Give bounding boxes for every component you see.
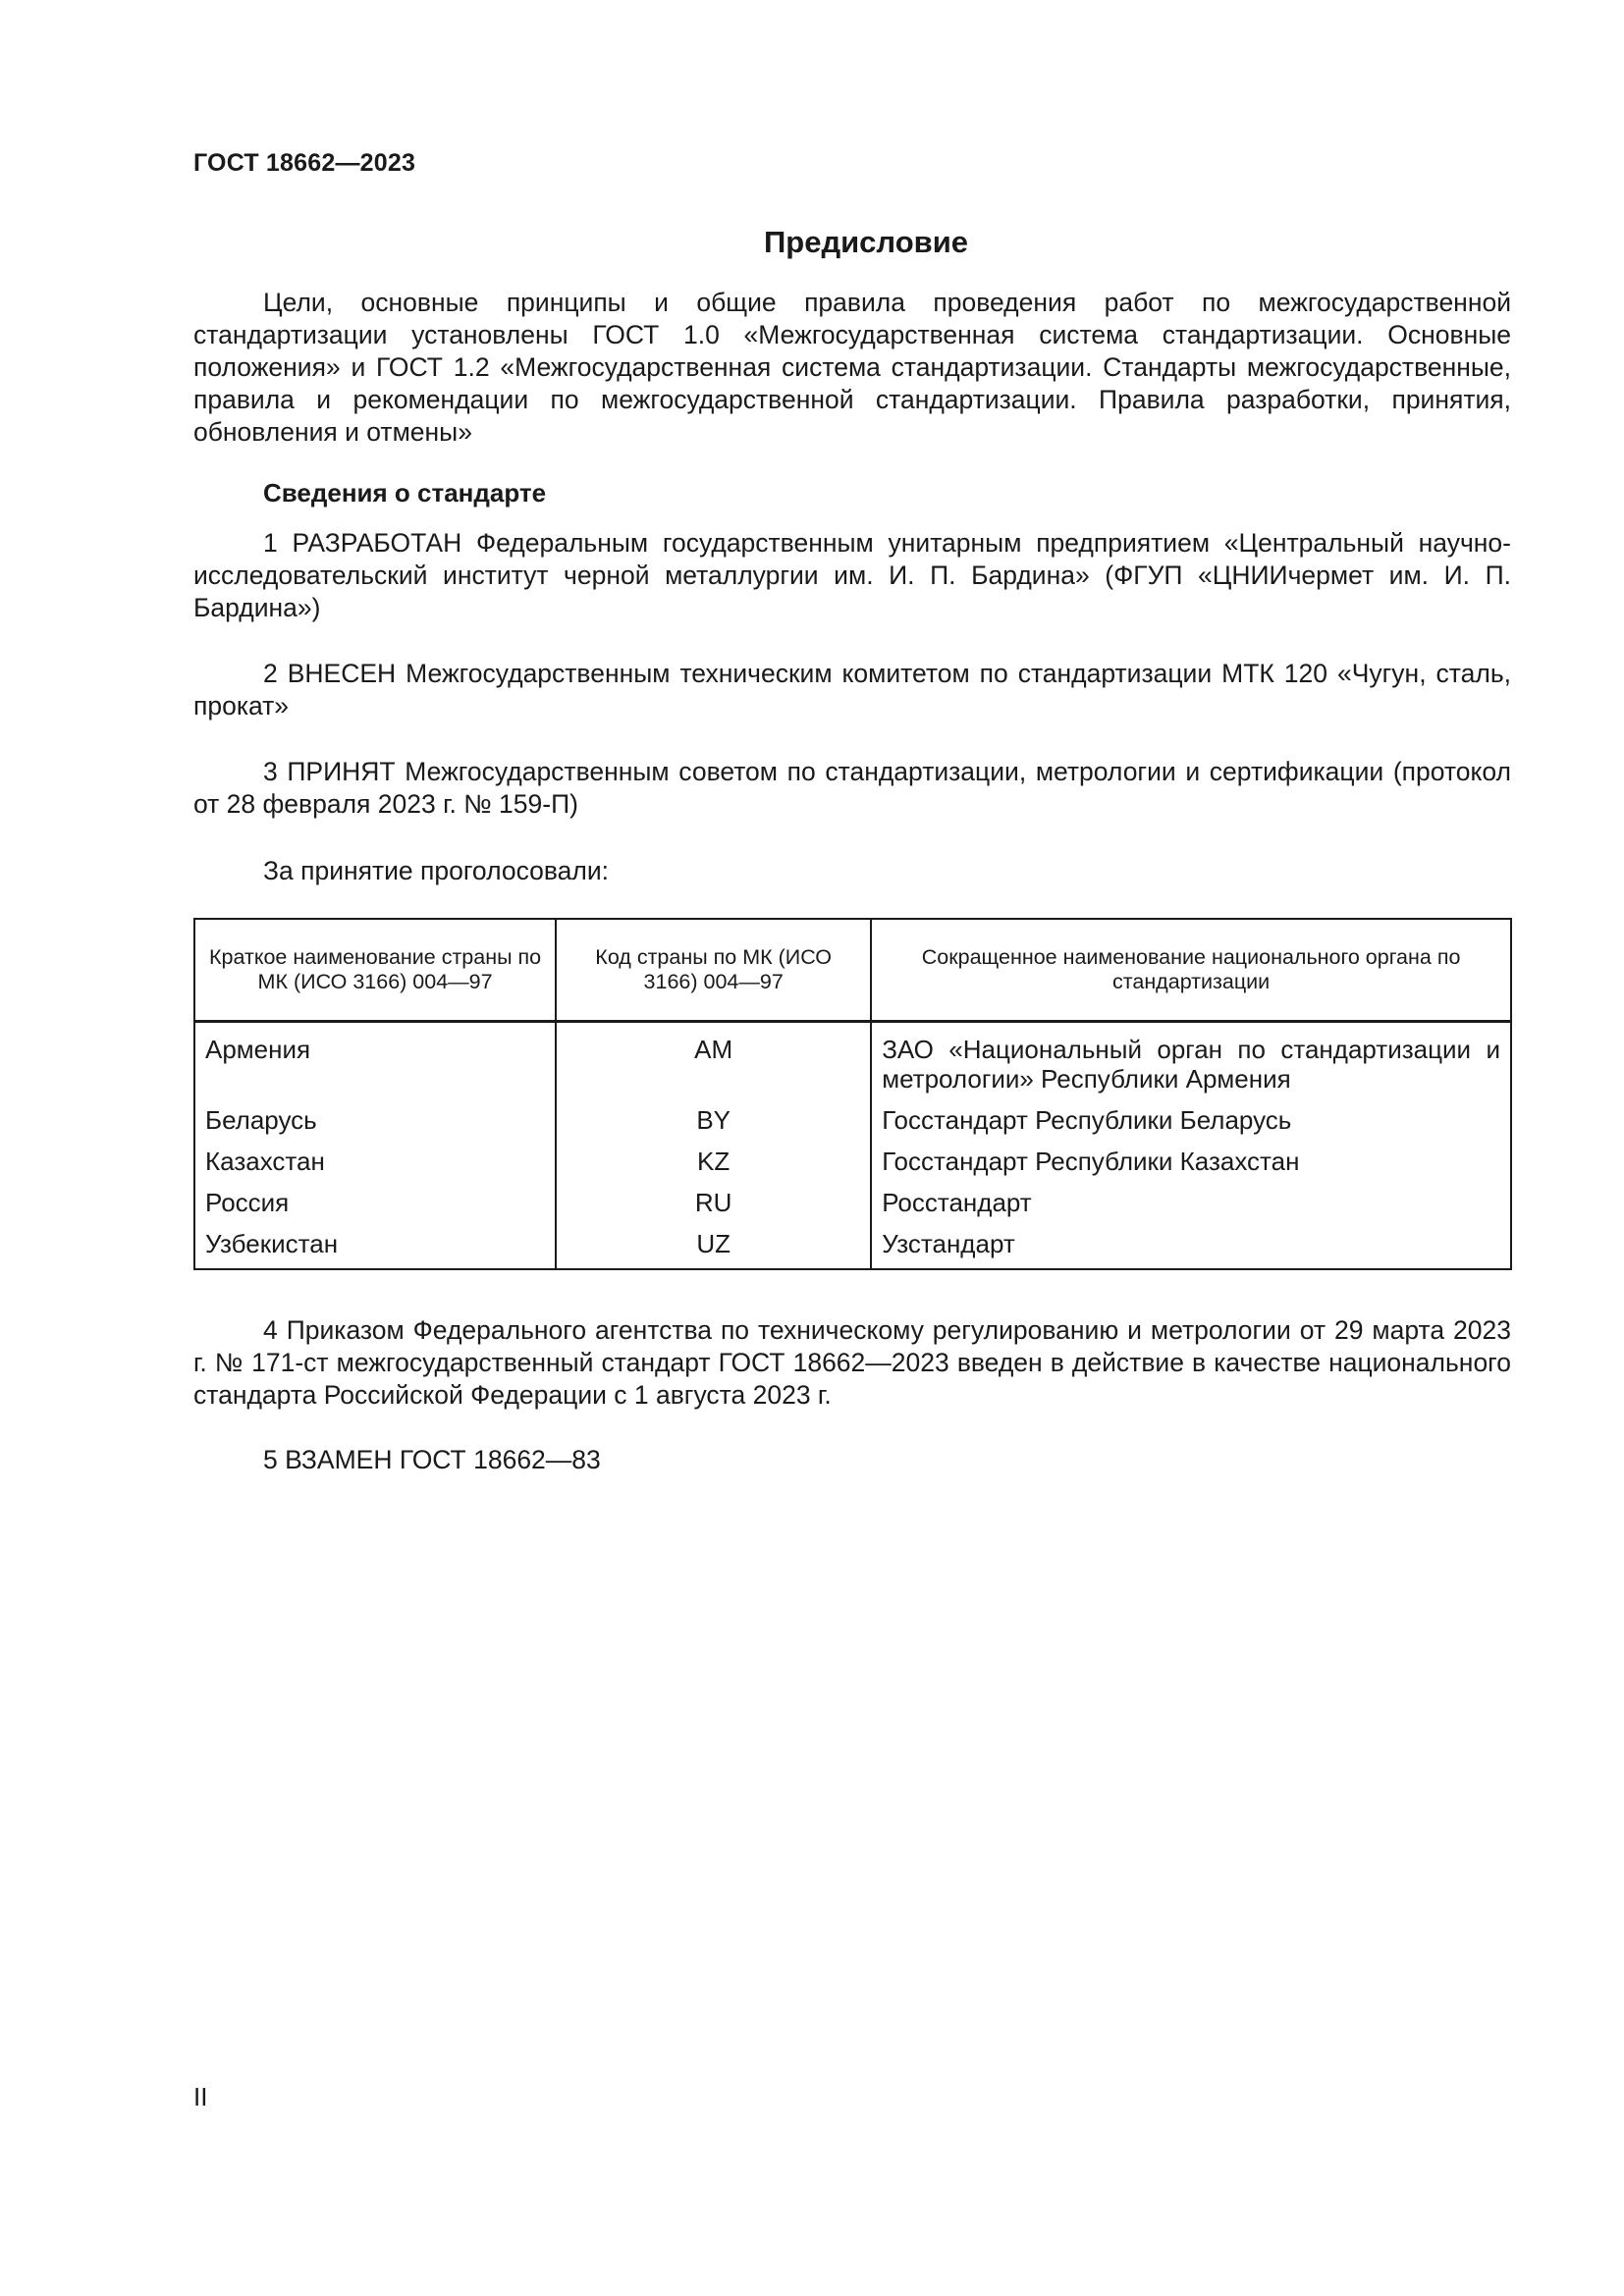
item-adopted: 3 ПРИНЯТ Межгосударственным советом по стандартизации, метрологии и сертификации (протокол от 28 февраля 2023 г. № 159-П) xyxy=(193,757,1511,819)
table-row xyxy=(194,1141,1511,1182)
header-national-body: Сокращенное наименование национального органа по стандартизации xyxy=(871,919,1511,1022)
item-replaces: 5 ВЗАМЕН ГОСТ 18662—83 xyxy=(263,1445,601,1474)
table-row xyxy=(194,1022,1511,1100)
code-cell: BY xyxy=(556,1099,871,1141)
votes-intro: За принятие проголосовали: xyxy=(263,856,610,885)
code-cell: AM xyxy=(556,1022,871,1100)
organ-cell: Росстандарт xyxy=(871,1182,1511,1223)
country-cell: Россия xyxy=(194,1182,556,1223)
intro-paragraph: Цели, основные принципы и общие правила проведения работ по межгосударственной стандартизации установлены ГОСТ 1.0 «Межгосударственная система стандартизации. Основные положения» и ГОСТ 1.2 «Межгосударственная система стандартизации. Стандарты межгосударственные, правила и рекомендации по межгосударственной стандартизации. Правила разработки, принятия, обновления и отмены» xyxy=(193,288,1511,447)
header-country-name: Краткое наименование страны по МК (ИСО 3166) 004—97 xyxy=(194,919,556,1022)
page-title: Предисловие xyxy=(763,225,968,259)
organ-cell: Госстандарт Республики Казахстан xyxy=(871,1141,1511,1182)
table-header-row xyxy=(194,919,1511,1022)
item-developed: 1 РАЗРАБОТАН Федеральным государственным унитарным предприятием «Центральный научно-исследовательский институт черной металлургии им. И. П. Бардина» (ФГУП «ЦНИИчермет им. И. П. Бардина») xyxy=(193,528,1511,622)
code-cell: KZ xyxy=(556,1141,871,1182)
table-row xyxy=(194,1182,1511,1223)
country-cell: Беларусь xyxy=(194,1099,556,1141)
item-submitted: 2 ВНЕСЕН Межгосударственным техническим комитетом по стандартизации МТК 120 «Чугун, сталь, прокат» xyxy=(193,659,1511,721)
item-enacted: 4 Приказом Федерального агентства по техническому регулированию и метрологии от 29 марта 2023 г. № 171-ст межгосударственный стандарт ГОСТ 18662—2023 введен в действие в качестве национального стандарта Российской Федерации с 1 августа 2023 г. xyxy=(193,1315,1511,1410)
country-cell: Армения xyxy=(194,1022,556,1100)
page-number: II xyxy=(193,2082,208,2111)
document-number-header: ГОСТ 18662—2023 xyxy=(193,149,416,177)
info-heading: Сведения о стандарте xyxy=(263,478,547,507)
country-cell: Узбекистан xyxy=(194,1223,556,1269)
table-row xyxy=(194,1099,1511,1141)
code-cell: UZ xyxy=(556,1223,871,1269)
votes-table xyxy=(193,918,1512,1270)
organ-cell: Госстандарт Республики Беларусь xyxy=(871,1099,1511,1141)
organ-cell: ЗАО «Национальный орган по стандартизации и метрологии» Республики Армения xyxy=(871,1022,1511,1100)
code-cell: RU xyxy=(556,1182,871,1223)
header-country-code: Код страны по МК (ИСО 3166) 004—97 xyxy=(556,919,871,1022)
organ-cell: Узстандарт xyxy=(871,1223,1511,1269)
table-row xyxy=(194,1223,1511,1269)
country-cell: Казахстан xyxy=(194,1141,556,1182)
